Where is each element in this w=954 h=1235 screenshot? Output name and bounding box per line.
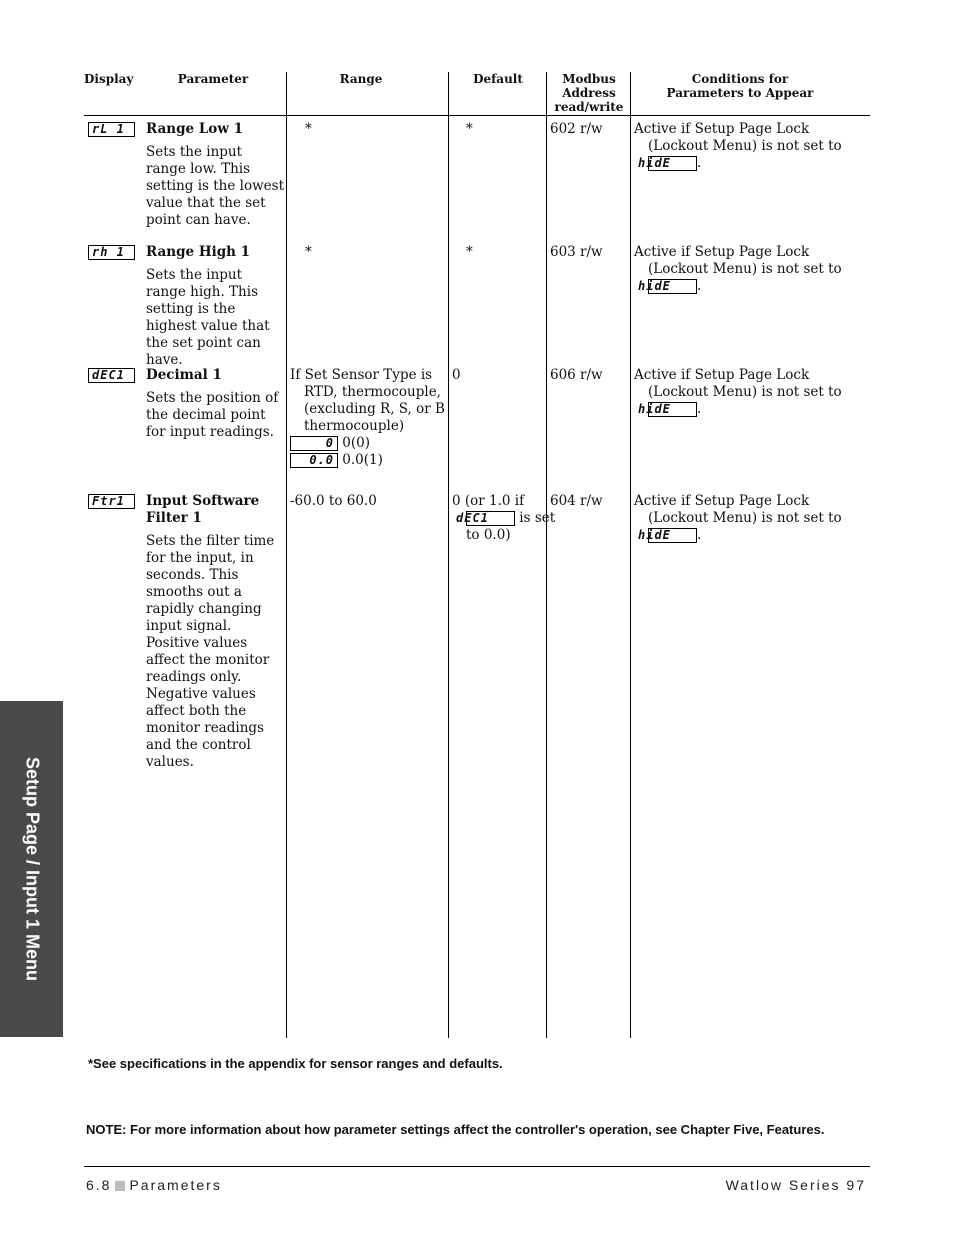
parameter-description: Sets the input range high. This setting is the highest value that the set point can have. bbox=[146, 267, 270, 368]
table-row bbox=[88, 493, 135, 510]
table-row bbox=[88, 121, 135, 138]
note: NOTE: For more information about how parameter settings affect the controller's operation, see Chapter Five, Features. bbox=[86, 1122, 825, 1137]
column-rule bbox=[286, 72, 287, 1038]
footnote: *See specifications in the appendix for sensor ranges and defaults. bbox=[88, 1056, 503, 1071]
header-default: Default bbox=[473, 72, 523, 86]
default-cell: * bbox=[466, 121, 473, 137]
conditions-cell bbox=[634, 121, 862, 172]
default-cell: 0 bbox=[452, 367, 461, 383]
hide-code-lcd: hidE bbox=[648, 402, 697, 417]
parameter-name: Input Software Filter 1 bbox=[146, 493, 260, 526]
side-section-tab bbox=[0, 701, 63, 1037]
default-cell: * bbox=[466, 244, 473, 260]
range-cell: * bbox=[305, 244, 312, 260]
parameter-description: Sets the input range low. This setting is the lowest value that the set point can have. bbox=[146, 144, 284, 228]
header-parameter: Parameter bbox=[177, 72, 249, 86]
header-conditions: Conditions for Parameters to Appear bbox=[666, 72, 814, 100]
decimal-code-lcd: dEC1 bbox=[466, 511, 515, 526]
conditions-cell bbox=[634, 244, 862, 295]
column-rule bbox=[546, 72, 547, 1038]
parameter-name: Decimal 1 bbox=[146, 367, 222, 383]
header-rule bbox=[84, 115, 870, 116]
hide-code-lcd: hidE bbox=[648, 528, 697, 543]
section-name: Parameters bbox=[129, 1177, 222, 1193]
square-icon bbox=[115, 1181, 125, 1191]
condition-text: Active if Setup Page Lock (Lockout Menu) is not set to bbox=[634, 367, 842, 400]
column-rule bbox=[630, 72, 631, 1038]
display-code-lcd: Ftr1 bbox=[88, 494, 135, 509]
modbus-cell: 604 r/w bbox=[550, 493, 603, 509]
range-cell: -60.0 to 60.0 bbox=[290, 493, 377, 509]
range-text: If Set Sensor Type is RTD, thermocouple, (excluding R, S, or B thermocouple) bbox=[290, 367, 445, 434]
parameter-description: Sets the filter time for the input, in seconds. This smooths out a rapidly changing input signal. Positive values affect the monitor readings only. Negative values affect both the monitor readings and the control values. bbox=[146, 533, 275, 770]
parameter-cell bbox=[146, 121, 286, 229]
table-row bbox=[88, 367, 135, 384]
parameter-cell bbox=[146, 493, 286, 771]
parameter-name: Range Low 1 bbox=[146, 121, 244, 137]
condition-text: Active if Setup Page Lock (Lockout Menu) is not set to bbox=[634, 493, 842, 526]
table-row bbox=[88, 244, 135, 261]
default-cell bbox=[452, 493, 558, 544]
condition-text: Active if Setup Page Lock (Lockout Menu) is not set to bbox=[634, 121, 842, 154]
range-cell bbox=[290, 367, 446, 469]
condition-end: . bbox=[697, 527, 702, 543]
range-cell: * bbox=[305, 121, 312, 137]
modbus-cell: 602 r/w bbox=[550, 121, 603, 137]
parameter-description: Sets the position of the decimal point for input readings. bbox=[146, 390, 279, 440]
range-option bbox=[290, 435, 446, 452]
footer-left bbox=[86, 1177, 222, 1193]
header-display: Display bbox=[84, 72, 134, 86]
modbus-cell: 603 r/w bbox=[550, 244, 603, 260]
decimal-option-lcd: 0 bbox=[290, 436, 338, 451]
display-code-lcd: rL 1 bbox=[88, 122, 135, 137]
range-option bbox=[290, 452, 446, 469]
page-number: 6.8 bbox=[86, 1177, 112, 1193]
footer-rule bbox=[84, 1166, 870, 1167]
footer-right: Watlow Series 97 bbox=[725, 1177, 866, 1193]
condition-end: . bbox=[697, 155, 702, 171]
condition-end: . bbox=[697, 278, 702, 294]
decimal-option-label: 0(0) bbox=[342, 435, 371, 451]
decimal-option-lcd: 0.0 bbox=[290, 453, 338, 468]
parameter-cell bbox=[146, 244, 286, 369]
modbus-cell: 606 r/w bbox=[550, 367, 603, 383]
parameter-name: Range High 1 bbox=[146, 244, 251, 260]
conditions-cell bbox=[634, 367, 862, 418]
condition-end: . bbox=[697, 401, 702, 417]
hide-code-lcd: hidE bbox=[648, 279, 697, 294]
column-rule bbox=[448, 72, 449, 1038]
default-text-end: is set to 0.0) bbox=[466, 510, 556, 543]
display-code-lcd: rh 1 bbox=[88, 245, 135, 260]
header-range: Range bbox=[339, 72, 383, 86]
parameter-cell bbox=[146, 367, 286, 441]
hide-code-lcd: hidE bbox=[648, 156, 697, 171]
decimal-option-label: 0.0(1) bbox=[342, 452, 383, 468]
default-text: 0 (or 1.0 if bbox=[452, 493, 525, 509]
side-tab-label: Setup Page / Input 1 Menu bbox=[22, 756, 42, 982]
display-code-lcd: dEC1 bbox=[88, 368, 135, 383]
header-modbus: Modbus Address read/write bbox=[554, 72, 624, 114]
conditions-cell bbox=[634, 493, 862, 544]
condition-text: Active if Setup Page Lock (Lockout Menu) is not set to bbox=[634, 244, 842, 277]
